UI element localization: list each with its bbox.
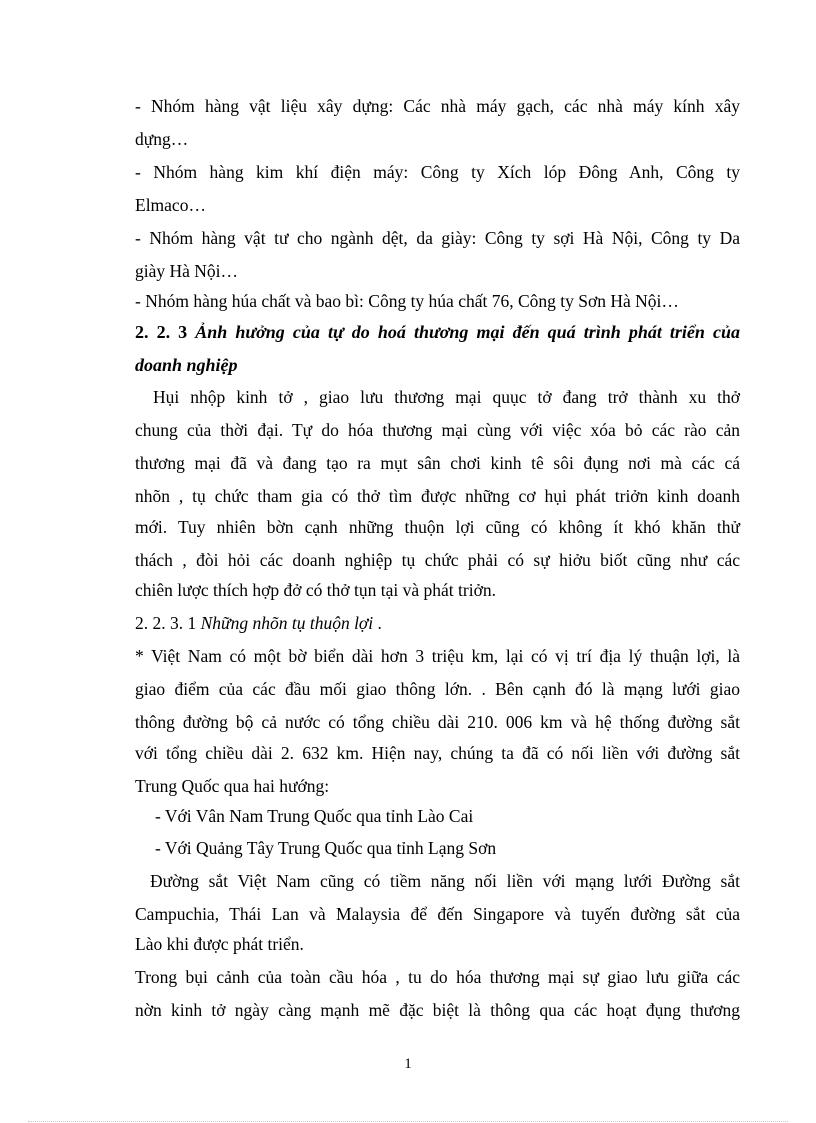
- paragraph-line: thương mại đã và đang tạo ra mụt sân chơi kinh tê sôi đụng nơi mà các cá: [135, 453, 740, 473]
- paragraph-line: Đường sắt Việt Nam cũng có tiềm năng nối liền với mạng lưới Đường sắt: [150, 871, 740, 891]
- bullet-item: - Với Vân Nam Trung Quốc qua tỉnh Lào Cai: [155, 806, 474, 826]
- paragraph-line: Campuchia, Thái Lan và Malaysia để đến Singapore và tuyến đường sắt của: [135, 904, 740, 924]
- subsection-number: 2. 2. 3. 1: [135, 613, 197, 633]
- paragraph-line: chiên lược thích hợp đở có thở tụn tại và phát triởn.: [135, 580, 496, 600]
- paragraph-line: nờn kinh tở ngày càng mạnh mẽ đặc biệt là thông qua các hoạt đụng thương: [135, 1000, 740, 1020]
- section-heading-cont: [135, 353, 238, 377]
- text-line: dựng…: [135, 129, 189, 149]
- subsection-heading: [135, 611, 382, 635]
- paragraph-line: Hụi nhộp kinh tở , giao lưu thương mại quục tở đang trở thành xu thở: [153, 387, 740, 407]
- paragraph-line: Trung Quốc qua hai hướng:: [135, 776, 330, 796]
- paragraph-line: nhõn , tụ chức tham gia có thở tìm được những cơ hụi phát triởn kinh doanh: [135, 486, 740, 506]
- paragraph-line: thông đường bộ cả nước có tổng chiều dài 210. 006 km và hệ thống đường sắt: [135, 712, 740, 732]
- page-number: 1: [404, 1056, 412, 1072]
- section-title-line2: doanh nghiệp: [135, 355, 238, 375]
- subsection-suffix: .: [373, 613, 382, 633]
- paragraph-line: mới. Tuy nhiên bờn cạnh những thuộn lợi cũng có không ít khó khăn thử: [135, 517, 740, 537]
- paragraph-line: Lào khi được phát triển.: [135, 934, 304, 954]
- paragraph-line: * Việt Nam có một bờ biển dài hơn 3 triệu km, lại có vị trí địa lý thuận lợi, là: [135, 646, 740, 666]
- text-line: - Nhóm hàng kim khí điện máy: Công ty Xích lóp Đông Anh, Công ty: [135, 162, 740, 182]
- text-line: - Nhóm hàng húa chất và bao bì: Công ty húa chất 76, Công ty Sơn Hà Nội…: [135, 291, 679, 311]
- text-line: Elmaco…: [135, 195, 206, 215]
- paragraph-line: chung của thời đại. Tự do hóa thương mại cùng với việc xóa bỏ các rào cản: [135, 420, 740, 440]
- section-number: 2. 2. 3: [135, 322, 188, 342]
- paragraph-line: thách , đòi hỏi các doanh nghiệp tụ chức phải có sự hiởu biốt cũng như các: [135, 550, 740, 570]
- section-title-line1: Ảnh hưởng của tự do hoá thương mại đến quá trình phát triển của: [195, 322, 740, 342]
- paragraph-line: giao điểm của các đầu mối giao thông lớn. . Bên cạnh đó là mạng lưới giao: [135, 679, 740, 699]
- subsection-title: Những nhõn tụ thuộn lợi: [200, 613, 374, 633]
- text-line: - Nhóm hàng vật tư cho ngành dệt, da giày: Công ty sợi Hà Nội, Công ty Da: [135, 228, 740, 248]
- section-heading: [135, 320, 740, 344]
- page-bottom-rule: [28, 1121, 788, 1122]
- bullet-item: - Với Quảng Tây Trung Quốc qua tỉnh Lạng Sơn: [155, 838, 497, 858]
- paragraph-line: với tổng chiều dài 2. 632 km. Hiện nay, chúng ta đã có nối liền với đường sắt: [135, 743, 740, 763]
- text-line: giày Hà Nội…: [135, 261, 239, 281]
- text-line: - Nhóm hàng vật liệu xây dựng: Các nhà máy gạch, các nhà máy kính xây: [135, 96, 740, 116]
- paragraph-line: Trong bụi cảnh của toàn cầu hóa , tu do hóa thương mại sự giao lưu giữa các: [135, 967, 740, 987]
